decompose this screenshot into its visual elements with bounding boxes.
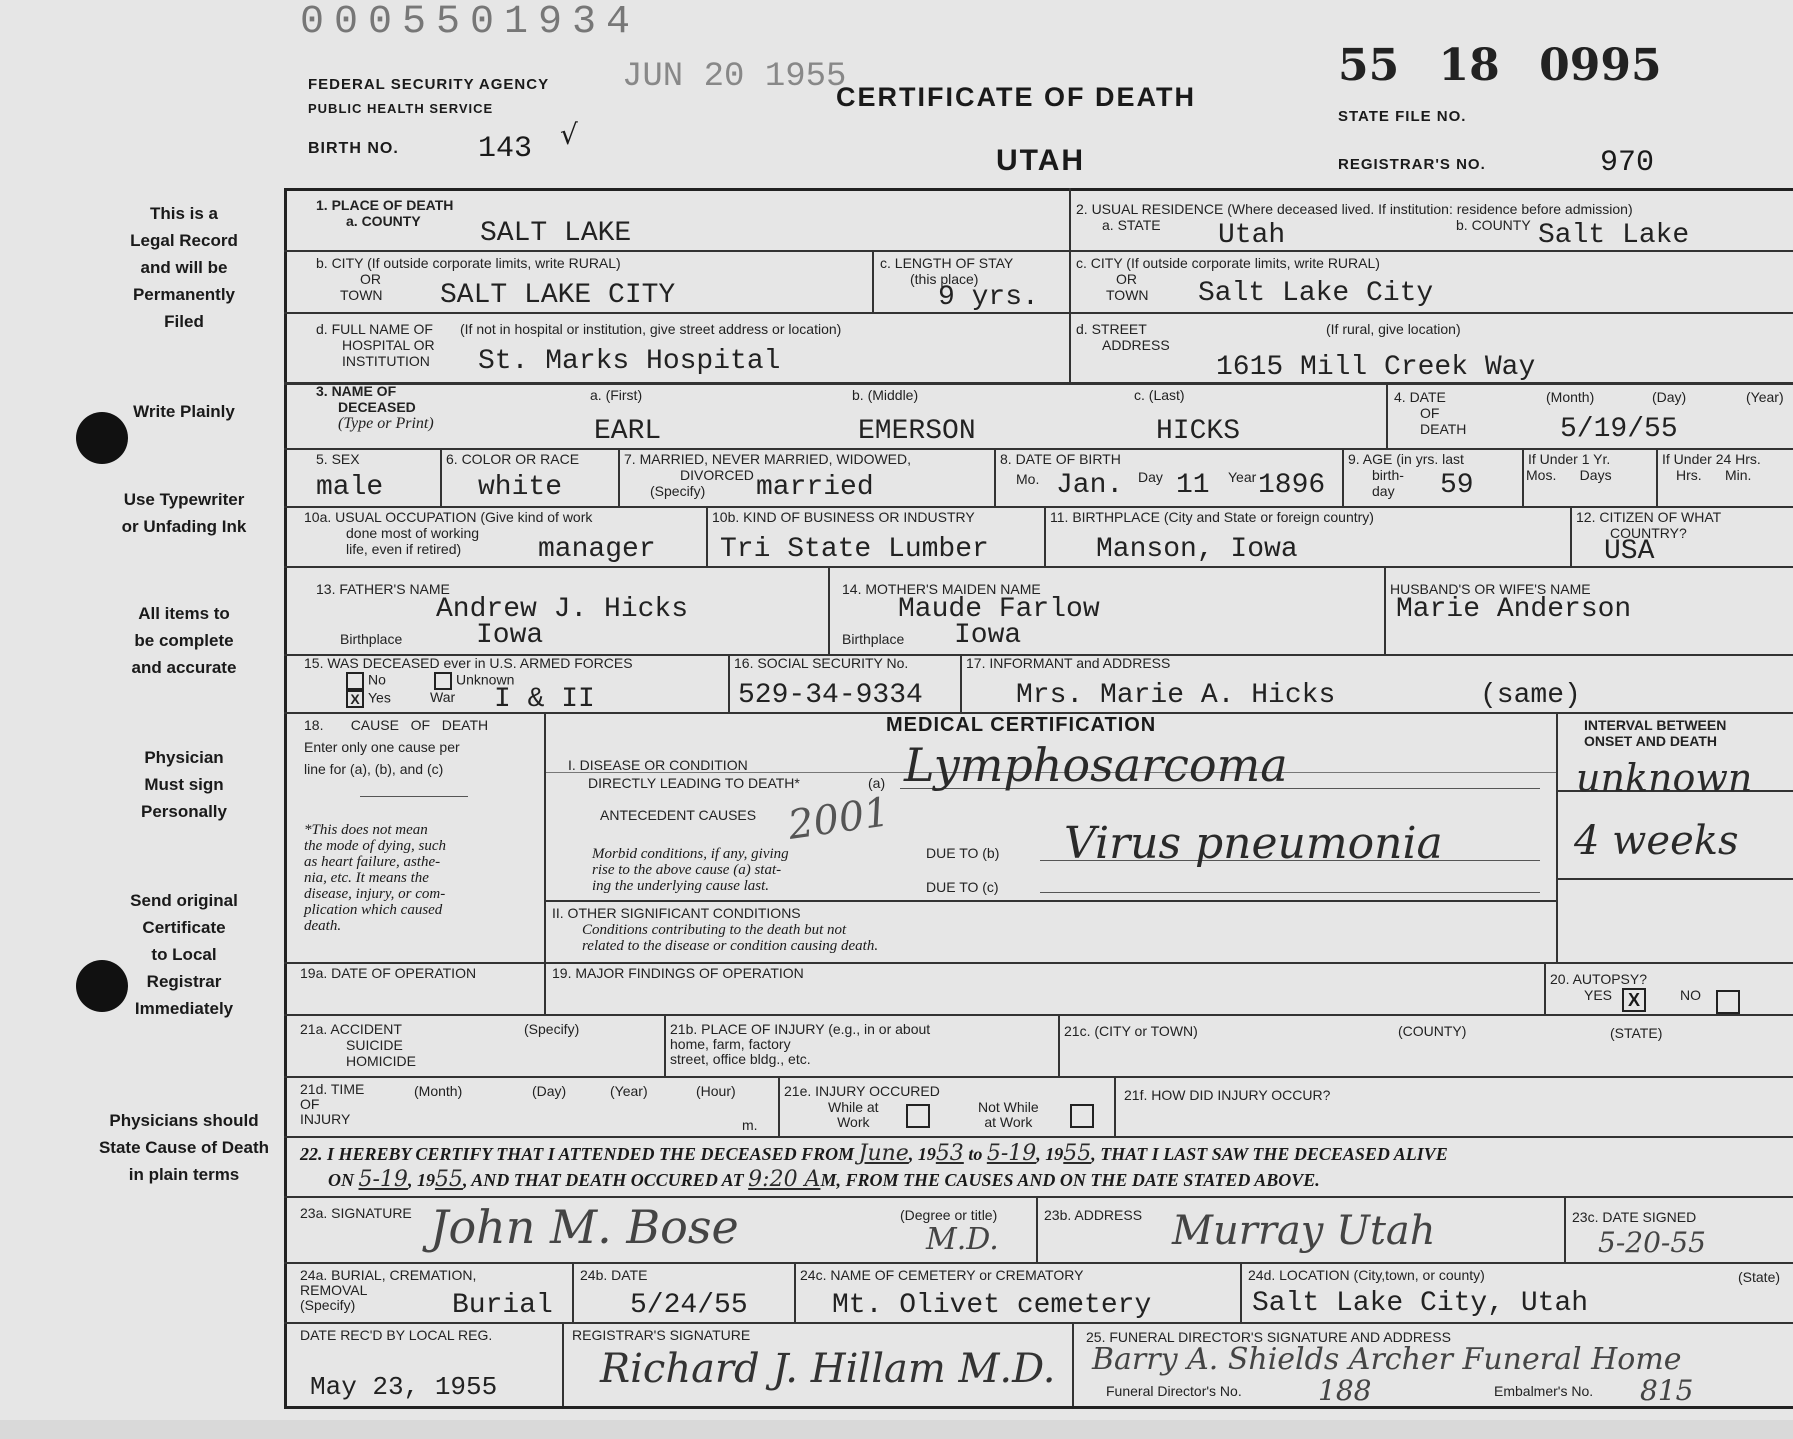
funeral-director-value: Barry A. Shields Archer Funeral Home xyxy=(1092,1342,1682,1377)
armed-yes-option[interactable]: X Yes xyxy=(346,690,391,708)
county-label: a. COUNTY xyxy=(346,213,421,229)
race-value: white xyxy=(478,472,563,503)
residence-city-label: c. CITY (If outside corporate limits, write RURAL) xyxy=(1076,255,1380,271)
married-label: 7. MARRIED, NEVER MARRIED, WIDOWED, xyxy=(624,451,912,467)
business-label: 10b. KIND OF BUSINESS OR INDUSTRY xyxy=(712,509,975,525)
armed-no-option[interactable]: No xyxy=(346,672,386,690)
occupation-label-2: done most of working xyxy=(346,525,480,541)
divider xyxy=(706,506,708,566)
cause-code: 2001 xyxy=(785,789,893,849)
hospital-value: St. Marks Hospital xyxy=(478,346,781,377)
injury-m-label: m. xyxy=(742,1117,758,1133)
medical-certification-title: MEDICAL CERTIFICATION xyxy=(886,714,1157,736)
war-label: War xyxy=(430,689,456,705)
not-while-at-work-label: Not While at Work xyxy=(978,1099,1039,1130)
spouse-value: Marie Anderson xyxy=(1396,594,1632,625)
divider xyxy=(1069,188,1071,382)
dob-day-label: Day xyxy=(1138,469,1163,485)
divider xyxy=(960,654,962,712)
rural-label: (If rural, give location) xyxy=(1326,321,1461,337)
physician-address-value: Murray Utah xyxy=(1172,1208,1436,1254)
divider xyxy=(794,1262,796,1322)
due-to-c-label: DUE TO (c) xyxy=(926,879,999,895)
how-injury-label: 21f. HOW DID INJURY OCCUR? xyxy=(1124,1087,1331,1103)
accident-label: 21a. ACCIDENT xyxy=(300,1021,402,1037)
day2-label: day xyxy=(1372,483,1395,499)
injury-year-label: (Year) xyxy=(610,1083,648,1099)
serial-stamp: 0005501934 xyxy=(300,0,641,45)
residence-county-label: b. COUNTY xyxy=(1456,217,1531,233)
date-received-label: DATE REC'D BY LOCAL REG. xyxy=(300,1327,493,1343)
town-label: TOWN xyxy=(340,287,383,303)
registrar-label: REGISTRAR'S NO. xyxy=(1338,156,1486,173)
death-time-value: 9:20 A xyxy=(748,1167,821,1192)
occupation-label-3: life, even if retired) xyxy=(346,541,462,557)
certify-line-2: ON 5-19, 1955, AND THAT DEATH OCCURED AT 9:20 AM, FROM THE CAUSES AND ON THE DATE STATED ABOVE. xyxy=(328,1167,1320,1192)
divider xyxy=(1072,1322,1074,1406)
place-of-death-label: 1. PLACE OF DEATH xyxy=(316,197,454,213)
divider xyxy=(1556,712,1558,962)
attended-to-value: 5-19 xyxy=(986,1141,1037,1166)
signature-label: 23a. SIGNATURE xyxy=(300,1205,412,1221)
father-birthplace-value: Iowa xyxy=(476,620,544,651)
informant-address-value: (same) xyxy=(1480,680,1581,711)
specify-label: (Specify) xyxy=(524,1021,580,1037)
cause-a-value: Lymphosarcoma xyxy=(904,738,1288,792)
cemetery-label: 24c. NAME OF CEMETERY or CREMATORY xyxy=(800,1267,1084,1283)
due-to-b-label: DUE TO (b) xyxy=(926,845,1000,861)
while-at-work-label: While at Work xyxy=(828,1099,879,1130)
informant-value: Mrs. Marie A. Hicks xyxy=(1016,680,1336,711)
last-seen-year-value: 55 xyxy=(434,1167,463,1192)
name-of-label: 3. NAME OF xyxy=(316,383,397,399)
autopsy-no-checkbox[interactable] xyxy=(1716,990,1740,1014)
under-24-hrs-label: If Under 24 Hrs. xyxy=(1662,451,1761,467)
dob-month-label: Mo. xyxy=(1016,471,1040,487)
month-label: (Month) xyxy=(1546,389,1595,405)
cause-b-value: Virus pneumonia xyxy=(1064,818,1443,869)
burial-label: 24a. BURIAL, CREMATION, REMOVAL (Specify) xyxy=(300,1267,477,1313)
rule xyxy=(284,1262,1793,1264)
city-value: SALT LAKE CITY xyxy=(440,280,676,311)
rule xyxy=(546,900,1556,902)
armed-forces-label: 15. WAS DECEASED ever in U.S. ARMED FORCES xyxy=(304,655,633,671)
attended-from-value: June xyxy=(858,1141,909,1166)
mother-birthplace-label: Birthplace xyxy=(842,631,905,647)
death-label: DEATH xyxy=(1420,421,1467,437)
autopsy-yes-label: YES xyxy=(1584,987,1613,1003)
registrar-signature: Richard J. Hillam M.D. xyxy=(600,1346,1056,1392)
side-note-physician: Physician Must sign Personally xyxy=(141,748,227,821)
citizen-value: USA xyxy=(1604,536,1655,567)
burial-date-value: 5/24/55 xyxy=(630,1290,748,1321)
injury-city-label: 21c. (CITY or TOWN) xyxy=(1064,1023,1198,1039)
cemetery-value: Mt. Olivet cemetery xyxy=(832,1290,1152,1321)
divider xyxy=(1544,962,1546,1014)
certify-line-1: 22. I HEREBY CERTIFY THAT I ATTENDED THE DECEASED FROM June, 1953 to 5-19, 1955, THAT I LAST SAW THE DECEASED ALIVE xyxy=(300,1141,1448,1166)
year-label: (Year) xyxy=(1746,389,1784,405)
rule xyxy=(284,1076,1793,1078)
interval-label-2: ONSET AND DEATH xyxy=(1584,733,1717,749)
spouse-label: HUSBAND'S OR WIFE'S NAME xyxy=(1390,581,1591,597)
divider xyxy=(994,448,996,506)
or-label: OR xyxy=(1116,271,1137,287)
sex-label: 5. SEX xyxy=(316,451,360,467)
side-note-legal: This is a Legal Record and will be Permanently Filed xyxy=(130,204,238,331)
attended-to-year-value: 55 xyxy=(1063,1141,1092,1166)
other-significant-note: Conditions contributing to the death but not related to the disease or condition causing death. xyxy=(582,922,879,954)
birth-no-label: BIRTH NO. xyxy=(308,140,399,157)
rule xyxy=(284,250,1069,252)
cause-label: 18. CAUSE OF DEATH xyxy=(304,717,489,733)
last-seen-value: 5-19 xyxy=(358,1167,408,1192)
degree-label: (Degree or title) xyxy=(900,1207,998,1223)
divider xyxy=(828,566,830,654)
divider xyxy=(728,654,730,712)
disease-label: I. DISEASE OR CONDITION xyxy=(568,757,748,773)
age-label: 9. AGE (in yrs. last xyxy=(1348,451,1464,467)
father-value: Andrew J. Hicks xyxy=(436,594,689,625)
punch-hole xyxy=(76,412,128,464)
location-label: 24d. LOCATION (City,town, or county) xyxy=(1248,1267,1485,1283)
or-label: OR xyxy=(360,271,381,287)
usual-residence-label: 2. USUAL RESIDENCE (Where deceased lived. If institution: residence before admission) xyxy=(1076,201,1633,217)
rule xyxy=(284,382,1793,385)
mother-label: 14. MOTHER'S MAIDEN NAME xyxy=(842,581,1041,597)
cause-note: *This does not mean the mode of dying, such as heart failure, asthe- nia, etc. It means the disease, injury, or com- plication which caused death. xyxy=(304,822,447,934)
divider xyxy=(664,1014,666,1076)
burial-value: Burial xyxy=(452,1290,553,1321)
injury-day-label: (Day) xyxy=(532,1083,567,1099)
antecedent-label: ANTECEDENT CAUSES xyxy=(600,807,757,823)
stay-value: 9 yrs. xyxy=(938,282,1039,313)
not-while-at-work-checkbox[interactable] xyxy=(1070,1104,1094,1128)
embalmer-no-label: Embalmer's No. xyxy=(1494,1383,1594,1399)
divider xyxy=(1036,1196,1038,1262)
side-note-send: Send original Certificate to Local Registrar Immediately xyxy=(130,891,238,1018)
injury-hour-label: (Hour) xyxy=(696,1083,736,1099)
divider xyxy=(1342,448,1344,506)
date-of-operation-label: 19a. DATE OF OPERATION xyxy=(300,965,477,981)
occupation-value: manager xyxy=(538,534,656,565)
hospital-label-3: INSTITUTION xyxy=(342,353,430,369)
divider xyxy=(572,1262,574,1322)
divider xyxy=(778,1076,780,1136)
residence-county-value: Salt Lake xyxy=(1538,220,1690,251)
funeral-director-label: 25. FUNERAL DIRECTOR'S SIGNATURE AND ADDRESS xyxy=(1086,1329,1451,1345)
date-signed-value: 5-20-55 xyxy=(1598,1226,1706,1259)
other-significant-label: II. OTHER SIGNIFICANT CONDITIONS xyxy=(552,905,801,921)
side-note-complete: All items to be complete and accurate xyxy=(131,604,237,677)
day-label: (Day) xyxy=(1652,389,1687,405)
middle-name-value: EMERSON xyxy=(858,416,976,447)
rule xyxy=(284,566,1793,568)
divider xyxy=(1058,1014,1060,1076)
dob-day-value: 11 xyxy=(1176,470,1210,501)
residence-state-value: Utah xyxy=(1218,220,1286,251)
physician-signature: John M. Bose xyxy=(430,1200,739,1254)
agency-label: FEDERAL SECURITY AGENCY xyxy=(308,76,550,93)
mos-days-label: Mos. Days xyxy=(1526,467,1612,483)
rule xyxy=(1040,892,1540,893)
degree-value: M.D. xyxy=(926,1222,999,1257)
residence-city-value: Salt Lake City xyxy=(1198,278,1434,309)
divider xyxy=(562,1322,564,1406)
suicide-label: SUICIDE xyxy=(346,1037,403,1053)
divider xyxy=(544,712,546,962)
punch-hole xyxy=(76,960,128,1012)
disease-label-2: DIRECTLY LEADING TO DEATH* xyxy=(588,775,800,791)
city-label: b. CITY (If outside corporate limits, write RURAL) xyxy=(316,255,621,271)
armed-yes-checkbox[interactable]: X xyxy=(346,690,364,708)
rule xyxy=(360,796,468,797)
funeral-director-no-value: 188 xyxy=(1318,1374,1372,1407)
date-signed-label: 23c. DATE SIGNED xyxy=(1572,1209,1697,1225)
county-value: SALT LAKE xyxy=(480,218,632,249)
divider xyxy=(1240,1262,1242,1322)
divider xyxy=(1386,382,1388,448)
death-date-value: 5/19/55 xyxy=(1560,414,1678,445)
check-mark: √ xyxy=(560,118,578,151)
informant-label: 17. INFORMANT and ADDRESS xyxy=(966,655,1171,671)
interval-a-value: unknown xyxy=(1576,756,1753,800)
occupation-label: 10a. USUAL OCCUPATION (Give kind of work xyxy=(304,509,593,525)
rule xyxy=(284,448,1793,450)
specify-label: (Specify) xyxy=(650,483,706,499)
race-label: 6. COLOR OR RACE xyxy=(446,451,580,467)
town-label: TOWN xyxy=(1106,287,1149,303)
state-file-label: STATE FILE NO. xyxy=(1338,108,1467,125)
middle-label: b. (Middle) xyxy=(852,387,919,403)
father-birthplace-label: Birthplace xyxy=(340,631,403,647)
dob-year-label: Year xyxy=(1228,469,1257,485)
rule xyxy=(1556,878,1793,880)
divider xyxy=(618,448,620,506)
injury-month-label: (Month) xyxy=(414,1083,463,1099)
time-of-injury-label: 21d. TIME OF INJURY xyxy=(300,1081,365,1127)
country-label: COUNTRY? xyxy=(1610,525,1687,541)
injury-occurred-label: 21e. INJURY OCCURED xyxy=(784,1083,940,1099)
address-label: 23b. ADDRESS xyxy=(1044,1207,1143,1223)
rule xyxy=(284,1136,1793,1138)
hrs-min-label: Hrs. Min. xyxy=(1676,467,1752,483)
armed-unknown-option[interactable]: Unknown xyxy=(434,672,514,690)
rule xyxy=(284,1014,1793,1016)
war-value: I & II xyxy=(494,684,595,715)
certificate-title: CERTIFICATE OF DEATH xyxy=(836,82,1196,112)
date-of-death-label: 4. DATE xyxy=(1394,389,1446,405)
hospital-label-2: HOSPITAL OR xyxy=(342,337,435,353)
divider xyxy=(1044,506,1046,566)
under-1-year-label: If Under 1 Yr. xyxy=(1528,451,1611,467)
divider xyxy=(440,448,442,506)
state-file-number: 55 18 0995 xyxy=(1338,40,1662,91)
residence-street-value: 1615 Mill Creek Way xyxy=(1216,352,1536,383)
service-label: PUBLIC HEALTH SERVICE xyxy=(308,101,494,116)
place-of-injury-label: 21b. PLACE OF INJURY (e.g., in or about home, farm, factory street, office bldg., etc. xyxy=(670,1021,931,1067)
side-note-typewriter: Use Typewriter or Unfading Ink xyxy=(121,490,247,536)
injury-state-label: (STATE) xyxy=(1610,1025,1663,1041)
divorced-label: DIVORCED xyxy=(680,467,754,483)
state-title: UTAH xyxy=(996,144,1086,177)
deceased-label: DECEASED xyxy=(338,399,416,415)
dob-label: 8. DATE OF BIRTH xyxy=(1000,451,1121,467)
divider xyxy=(1522,448,1524,506)
attended-from-year-value: 53 xyxy=(935,1141,964,1166)
hospital-label: d. FULL NAME OF xyxy=(316,321,433,337)
mother-value: Maude Farlow xyxy=(898,594,1100,625)
side-note-physicians: Physicians should State Cause of Death in plain terms xyxy=(98,1111,270,1184)
birth-no: 143 xyxy=(478,132,533,166)
divider xyxy=(1564,1196,1566,1262)
sex-value: male xyxy=(316,472,384,503)
morbid-note: Morbid conditions, if any, giving rise to the above cause (a) stat- ing the underlying cause last. xyxy=(592,846,789,894)
location-state-label: (State) xyxy=(1738,1269,1781,1285)
armed-unknown-checkbox[interactable] xyxy=(434,672,452,690)
age-value: 59 xyxy=(1440,470,1474,501)
date-stamp: JUN 20 1955 xyxy=(622,58,847,96)
hospital-note: (If not in hospital or institution, give street address or location) xyxy=(460,321,842,337)
residence-state-label: a. STATE xyxy=(1102,217,1161,233)
type-or-print-label: (Type or Print) xyxy=(338,415,434,432)
autopsy-no-label: NO xyxy=(1680,987,1701,1003)
registrar-signature-label: REGISTRAR'S SIGNATURE xyxy=(572,1327,751,1343)
of-label: OF xyxy=(1420,405,1440,421)
street-label: d. STREET xyxy=(1076,321,1147,337)
cause-label-2: Enter only one cause per xyxy=(304,739,460,755)
embalmer-no-value: 815 xyxy=(1640,1374,1694,1407)
divider xyxy=(1656,448,1658,506)
interval-b-value: 4 weeks xyxy=(1574,818,1739,864)
cause-a-label: (a) xyxy=(868,775,886,791)
first-label: a. (First) xyxy=(590,387,643,403)
birthday-label: birth- xyxy=(1372,467,1404,483)
divider xyxy=(1384,566,1386,654)
address-label: ADDRESS xyxy=(1102,337,1170,353)
rule xyxy=(284,506,1793,508)
location-value: Salt Lake City, Utah xyxy=(1252,1288,1589,1319)
last-name-value: HICKS xyxy=(1156,416,1241,447)
divider xyxy=(1570,506,1572,566)
divider xyxy=(872,250,874,312)
dob-year-value: 1896 xyxy=(1258,470,1326,501)
mother-birthplace-value: Iowa xyxy=(954,620,1022,651)
business-value: Tri State Lumber xyxy=(720,534,989,565)
armed-no-checkbox[interactable] xyxy=(346,672,364,690)
date-received-value: May 23, 1955 xyxy=(310,1372,498,1402)
length-of-stay-label: c. LENGTH OF STAY xyxy=(880,255,1014,271)
citizen-label: 12. CITIZEN OF WHAT xyxy=(1576,509,1722,525)
registrar-number: 970 xyxy=(1600,146,1655,180)
ssn-label: 16. SOCIAL SECURITY No. xyxy=(734,655,909,671)
autopsy-label: 20. AUTOPSY? xyxy=(1550,971,1648,987)
marital-value: married xyxy=(756,472,874,503)
divider xyxy=(1114,1076,1116,1136)
father-label: 13. FATHER'S NAME xyxy=(316,581,450,597)
injury-county-label: (COUNTY) xyxy=(1398,1023,1467,1039)
this-place-label: (this place) xyxy=(910,271,979,287)
last-label: c. (Last) xyxy=(1134,387,1185,403)
cause-label-3: line for (a), (b), and (c) xyxy=(304,761,444,777)
ssn-value: 529-34-9334 xyxy=(738,680,923,711)
interval-label: INTERVAL BETWEEN xyxy=(1584,717,1727,733)
birthplace-label: 11. BIRTHPLACE (City and State or foreign country) xyxy=(1050,509,1374,525)
birthplace-value: Manson, Iowa xyxy=(1096,534,1298,565)
major-findings-label: 19. MAJOR FINDINGS OF OPERATION xyxy=(552,965,804,981)
burial-date-label: 24b. DATE xyxy=(580,1267,648,1283)
homicide-label: HOMICIDE xyxy=(346,1053,416,1069)
side-note-write-plainly: Write Plainly xyxy=(133,402,235,421)
divider xyxy=(544,962,546,1014)
funeral-director-no-label: Funeral Director's No. xyxy=(1106,1383,1242,1399)
autopsy-yes-checkbox[interactable]: X xyxy=(1622,988,1646,1012)
first-name-value: EARL xyxy=(594,416,662,447)
while-at-work-checkbox[interactable] xyxy=(906,1104,930,1128)
rule xyxy=(284,1196,1793,1198)
dob-month-value: Jan. xyxy=(1056,470,1124,501)
rule xyxy=(284,1322,1793,1324)
rule xyxy=(284,962,1793,964)
